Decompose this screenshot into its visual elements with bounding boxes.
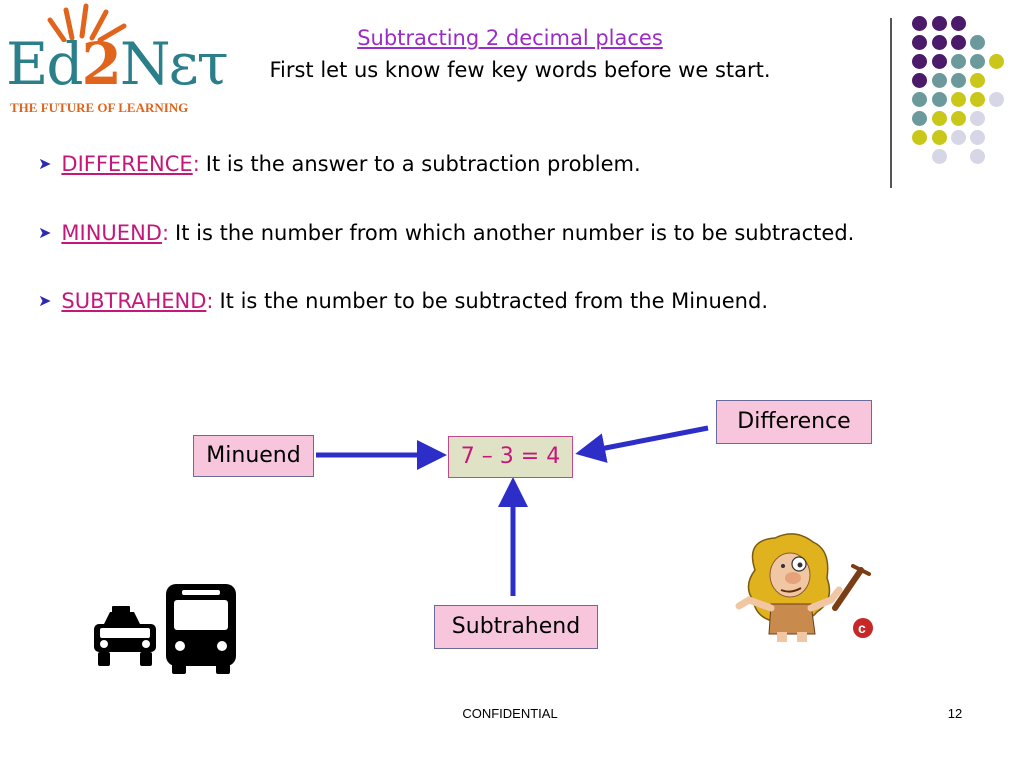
decorative-dot (912, 73, 927, 88)
taxi-bus-icon (90, 580, 250, 676)
slide-title: Subtracting 2 decimal places (357, 26, 663, 50)
decorative-dot (970, 35, 985, 50)
decorative-dot (951, 92, 966, 107)
decorative-dot (932, 111, 947, 126)
decorative-dot (932, 54, 947, 69)
bullet-difference: ➤ DIFFERENCE: It is the answer to a subtraction problem. (38, 152, 641, 176)
vertical-divider (890, 18, 892, 188)
decorative-dot (951, 35, 966, 50)
logo-tagline: THE FUTURE OF LEARNING (10, 100, 189, 115)
page-number: 12 (947, 706, 963, 721)
minuend-box: Minuend (193, 435, 314, 477)
definition-minuend: It is the number from which another number is to be subtracted. (175, 221, 855, 245)
ed2net-logo (4, 2, 227, 120)
decorative-dot (932, 35, 947, 50)
decorative-dot (912, 16, 927, 31)
decorative-dot (970, 149, 985, 164)
definition-subtrahend: It is the number to be subtracted from the Minuend. (219, 289, 768, 313)
difference-box: Difference (716, 400, 872, 444)
bullet-minuend: ➤ MINUEND: It is the number from which another number is to be subtracted. (38, 221, 855, 245)
decorative-dot (912, 54, 927, 69)
decorative-dot (912, 111, 927, 126)
definition-difference: It is the answer to a subtraction problem. (205, 152, 641, 176)
decorative-dot (932, 16, 947, 31)
equation-box: 7 – 3 = 4 (448, 436, 573, 478)
decorative-dot (970, 92, 985, 107)
term-subtrahend: SUBTRAHEND (61, 289, 207, 313)
decorative-dot (951, 73, 966, 88)
decorative-dot (951, 130, 966, 145)
term-minuend: MINUEND (61, 221, 162, 245)
caveman-illustration (735, 530, 885, 645)
bullet-arrow-icon: ➤ (38, 291, 52, 310)
decorative-dot (970, 111, 985, 126)
decorative-dot (989, 54, 1004, 69)
decorative-dot (932, 130, 947, 145)
decorative-dot (912, 92, 927, 107)
footer-confidential: CONFIDENTIAL (462, 706, 558, 721)
svg-text:c: c (858, 620, 866, 636)
decorative-dot (951, 16, 966, 31)
decorative-dot (951, 111, 966, 126)
decorative-dot (989, 92, 1004, 107)
decorative-dot (970, 54, 985, 69)
logo-wordmark: Ed2Nετ (6, 30, 227, 98)
term-difference: DIFFERENCE (61, 152, 193, 176)
slide-subtitle: First let us know few key words before we start. (269, 58, 771, 82)
difference-arrow (590, 428, 708, 451)
decorative-dot (932, 149, 947, 164)
decorative-dot (912, 130, 927, 145)
decorative-dot (970, 73, 985, 88)
decorative-dot (951, 54, 966, 69)
decorative-dot (932, 92, 947, 107)
bullet-arrow-icon: ➤ (38, 223, 52, 242)
decorative-dot (912, 35, 927, 50)
bullet-arrow-icon: ➤ (38, 154, 52, 173)
decorative-dot (970, 130, 985, 145)
decorative-dot (932, 73, 947, 88)
subtrahend-box: Subtrahend (434, 605, 598, 649)
bullet-subtrahend: ➤ SUBTRAHEND: It is the number to be subtracted from the Minuend. (38, 289, 768, 313)
